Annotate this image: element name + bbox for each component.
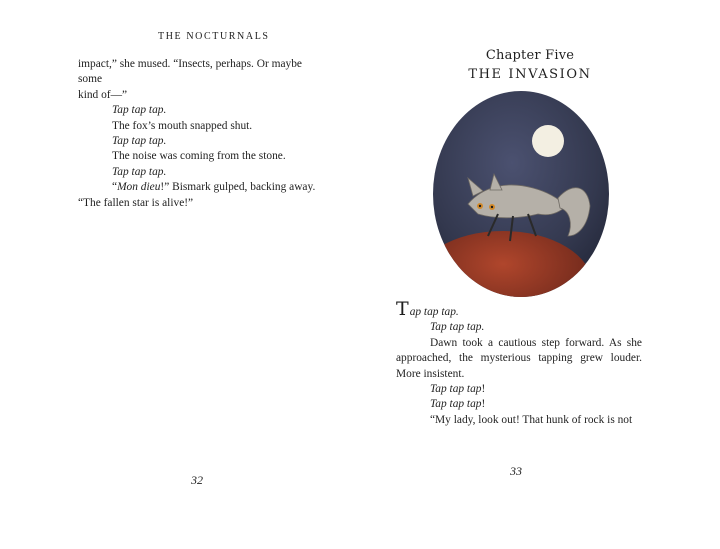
text-line: Tap tap tap! [430, 383, 486, 396]
text-line: “My lady, look out! That hunk of rock is not [430, 413, 633, 426]
drop-cap: T [396, 298, 409, 320]
text-line: Tap tap tap. [112, 135, 167, 148]
running-head: THE NOCTURNALS [158, 31, 270, 42]
text-line: Tap tap tap. [112, 165, 167, 178]
text-line: kind of—” [78, 88, 128, 101]
moon [532, 125, 564, 157]
text-line: The fox’s mouth snapped shut. [112, 119, 253, 132]
text-line: Tap tap tap! [430, 398, 486, 411]
chapter-title: THE INVASION [468, 67, 592, 82]
page-number: 33 [510, 464, 522, 478]
right-body-text [396, 298, 642, 428]
right-page [360, 0, 720, 549]
text-line: Tap tap tap. [430, 321, 485, 334]
text-line: “Mon dieu!” Bismark gulped, backing away. [112, 181, 316, 194]
chapter-label: Chapter Five [485, 48, 575, 63]
text-line: “The fallen star is alive!” [78, 196, 194, 209]
left-body-text [78, 57, 324, 211]
text-line: Tap tap tap. [112, 104, 167, 117]
text-line: The noise was coming from the stone. [112, 150, 286, 163]
text-paragraph: Dawn took a cautious step forward. As she approached, the mysterious tapping grew louder. More insistent. [396, 336, 642, 380]
chapter-illustration [428, 86, 614, 300]
page-number: 32 [191, 473, 203, 487]
text-line: impact,” she mused. “Insects, perhaps. Or maybe some [78, 58, 302, 86]
text-line: Tap tap tap. [396, 298, 459, 320]
